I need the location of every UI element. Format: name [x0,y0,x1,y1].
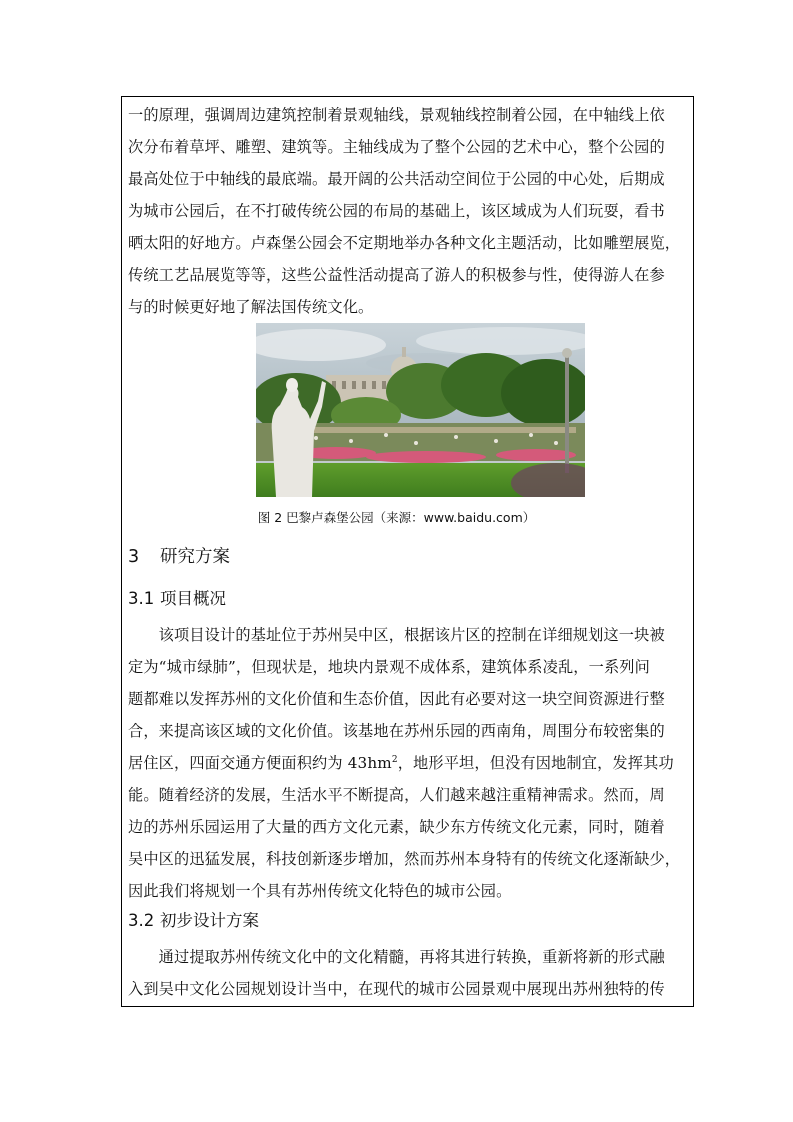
section-title: 研究方案 [160,547,230,567]
subsection-number: 3.1 [128,589,155,608]
body-text: 居住区，四面交通方便面积约为 43hm [128,754,392,772]
subsection-number: 3.2 [128,911,155,930]
body-line: 因此我们将规划一个具有苏州传统文化特色的城市公园。 [128,882,512,900]
subsection-title: 项目概况 [160,589,226,608]
body-line: 定为“城市绿肺”，但现状是，地块内景观不成体系，建筑体系凌乱，一系列问 [128,658,650,676]
luxembourg-garden-photo [256,323,585,497]
body-line: 合，来提高该区域的文化价值。该基地在苏州乐园的西南角，周围分布较密集的 [128,722,665,740]
subsection-title: 初步设计方案 [160,911,259,930]
body-line: 入到吴中文化公园规划设计当中，在现代的城市公园景观中展现出苏州独特的传 [128,980,665,998]
section-heading [128,542,230,572]
intro-line: 次分布着草坪、雕塑、建筑等。主轴线成为了整个公园的艺术中心，整个公园的 [128,138,665,156]
intro-line: 为城市公园后，在不打破传统公园的布局的基础上，该区域成为人们玩耍，看书 [128,202,665,220]
subsection-heading [128,584,226,614]
body-text: ，地形平坦，但没有因地制宜，发挥其功 [397,754,674,772]
section-number: 3 [128,547,140,567]
body-line-with-superscript [128,747,689,779]
body-line: 吴中区的迅猛发展，科技创新逐步增加，然而苏州本身特有的传统文化逐渐缺少， [128,850,681,868]
body-line: 通过提取苏州传统文化中的文化精髓，再将其进行转换，重新将新的形式融 [128,948,665,966]
body-line: 题都难以发挥苏州的文化价值和生态价值，因此有必要对这一块空间资源进行整 [128,690,665,708]
subsection-heading [128,906,259,936]
body-line: 边的苏州乐园运用了大量的西方文化元素，缺少东方传统文化元素，同时，随着 [128,818,665,836]
body-line: 该项目设计的基址位于苏州吴中区，根据该片区的控制在详细规划这一块被 [128,626,665,644]
intro-line: 最高处位于中轴线的最底端。最开阔的公共活动空间位于公园的中心处，后期成 [128,170,665,188]
intro-line: 与的时候更好地了解法国传统文化。 [128,298,374,316]
intro-line: 晒太阳的好地方。卢森堡公园会不定期地举办各种文化主题活动，比如雕塑展览， [128,234,681,252]
superscript: 2 [391,754,398,765]
body-line: 能。随着经济的发展，生活水平不断提高，人们越来越注重精神需求。然而，周 [128,786,665,804]
intro-line: 一的原理，强调周边建筑控制着景观轴线，景观轴线控制着公园，在中轴线上依 [128,106,665,124]
figure-caption: 图 2 巴黎卢森堡公园（来源：www.baidu.com） [257,510,536,525]
intro-line: 传统工艺品展览等等，这些公益性活动提高了游人的积极参与性，使得游人在参 [128,266,665,284]
